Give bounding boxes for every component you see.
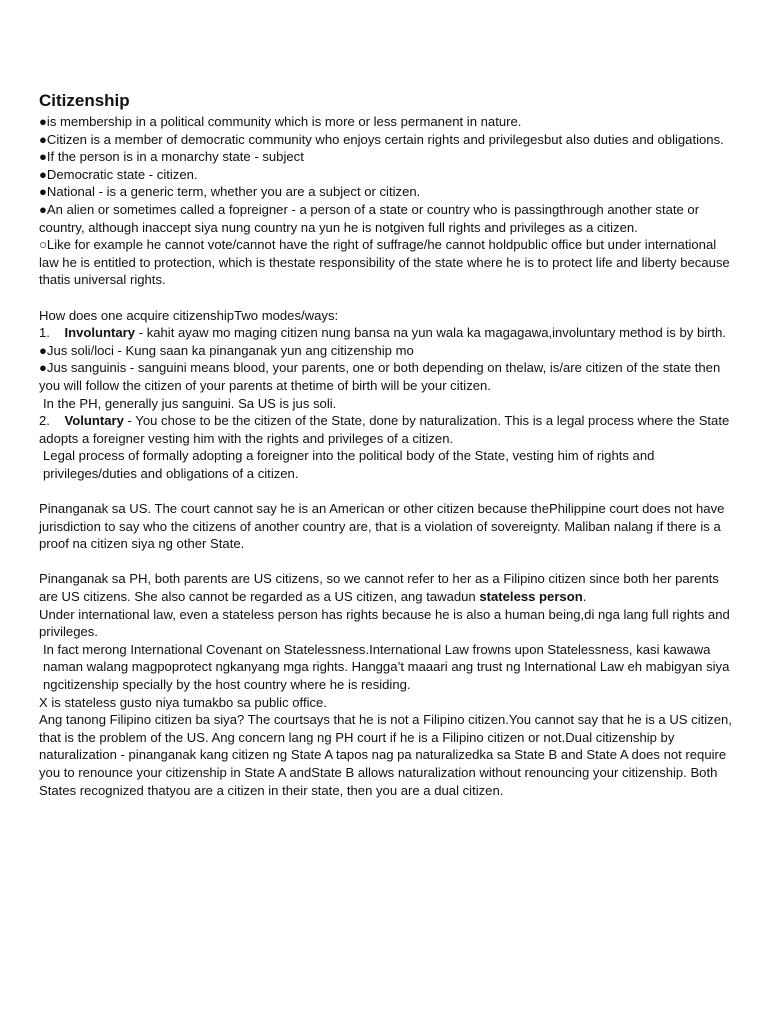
bullet-icon: ● [39, 184, 47, 200]
spacer [39, 482, 739, 500]
paragraph-legal-process: Legal process of formally adopting a foreigner into the political body of the State, vesting him of rights and privileges/duties and obligations of a citizen. [43, 448, 655, 481]
paragraph-voluntary: 2. Voluntary - You chose to be the citizen of the State, done by naturalization. This is a legal process where the State adopts a foreigner vesting him with the rights and privileges of a citizen. [39, 413, 730, 446]
paragraph-monarchy: ●If the person is in a monarchy state - subject [39, 149, 304, 165]
term-voluntary: Voluntary [64, 413, 124, 429]
bullet-icon: ● [39, 149, 47, 165]
paragraph-ph-jus: In the PH, generally jus sanguini. Sa US is jus soli. [43, 395, 337, 411]
page-title: Citizenship [39, 91, 130, 110]
paragraph-international-law: Under international law, even a stateless person has rights because he is also a human being,di nga lang full rights and privileges. [39, 606, 730, 640]
paragraph-covenant: In fact merong International Covenant on Statelessness.International Law frowns upon Statelessness, kasi kawawa naman walang magpoprotect ngkanyang mga rights. Hangga’t maaari ang trust ng International Law eh mabigyan siya ngcitizenship specially by the host country where he is residing. [43, 641, 730, 692]
paragraph-definition: ●is membership in a political community which is more or less permanent in nature. [39, 114, 522, 129]
bullet-icon: ● [39, 114, 47, 129]
bullet-icon: ● [39, 342, 47, 358]
paragraph-national: ●National - is a generic term, whether you are a subject or citizen. [39, 184, 421, 200]
paragraph-born-us: Pinanganak sa US. The court cannot say he is an American or other citizen because thePhilippine court does not have jurisdiction to say who the citizens of another country are, that is a violation of sovereignty. Maliban nalang if there is a proof na citizen siya ng other State. [39, 501, 725, 552]
paragraph-jus-soli: ●Jus soli/loci - Kung saan ka pinanganak yun ang citizenship mo [39, 342, 414, 358]
paragraph-example: ○Like for example he cannot vote/cannot have the right of suffrage/he cannot holdpublic office but under international law he is entitled to protection, which is thestate responsibility of the state where he is to protect life and liberty because thatis universal rights. [39, 237, 730, 288]
paragraph-citizen: ●Citizen is a member of democratic community who enjoys certain rights and privilegesbut also duties and obligations. [39, 131, 724, 147]
bullet-icon: ● [39, 201, 47, 217]
paragraph-stateless-office: X is stateless gusto niya tumakbo sa public office. [39, 694, 327, 710]
bullet-icon: ● [39, 131, 47, 147]
open-bullet-icon: ○ [39, 237, 47, 253]
paragraph-involuntary: 1. Involuntary - kahit ayaw mo maging citizen nung bansa na yun wala ka magagawa,involuntary method is by birth. [39, 325, 727, 341]
paragraph-dual-citizenship: Ang tanong Filipino citizen ba siya? The courtsays that he is not a Filipino citizen.You cannot say that he is a US citizen, that is the problem of the US. Ang concern lang ng PH court if he is a Filipino citizen or not.Dual citizenship by naturalization - pinanganak kang citizen ng State A tapos nag pa naturalizedka sa State B and State A does not require you to renounce your citizenship in State A andState B allows naturalization without renouncing your citizenship. Both States recognized thatyou are a citizen in their state, then you are a dual citizen. [39, 712, 732, 798]
paragraph-jus-sanguinis: ●Jus sanguinis - sanguini means blood, your parents, one or both depending on thelaw, is/are citizen of the state then you will follow the citizen of your parents at thetime of birth will be your citizen. [39, 360, 721, 393]
paragraph-question: How does one acquire citizenshipTwo modes/ways: [39, 307, 339, 323]
paragraph-alien: ●An alien or sometimes called a fopreigner - a person of a state or country who is passingthrough another state or country, although inaccept siya nung country na yun he is notgiven full rights and privileges as a citizen. [39, 201, 700, 235]
paragraph-democratic: ●Democratic state - citizen. [39, 166, 198, 182]
bullet-icon: ● [39, 360, 47, 376]
paragraph-born-ph: Pinanganak sa PH, both parents are US citizens, so we cannot refer to her as a Filipino citizen since both her parents are US citizens. She also cannot be regarded as a US citizen, ang tawadun stateless person. [39, 571, 719, 605]
spacer [39, 289, 739, 307]
document-page [39, 90, 739, 799]
term-involuntary: Involuntary [64, 325, 136, 341]
spacer [39, 553, 739, 571]
term-stateless-person: stateless person [479, 589, 583, 605]
bullet-icon: ● [39, 166, 47, 182]
